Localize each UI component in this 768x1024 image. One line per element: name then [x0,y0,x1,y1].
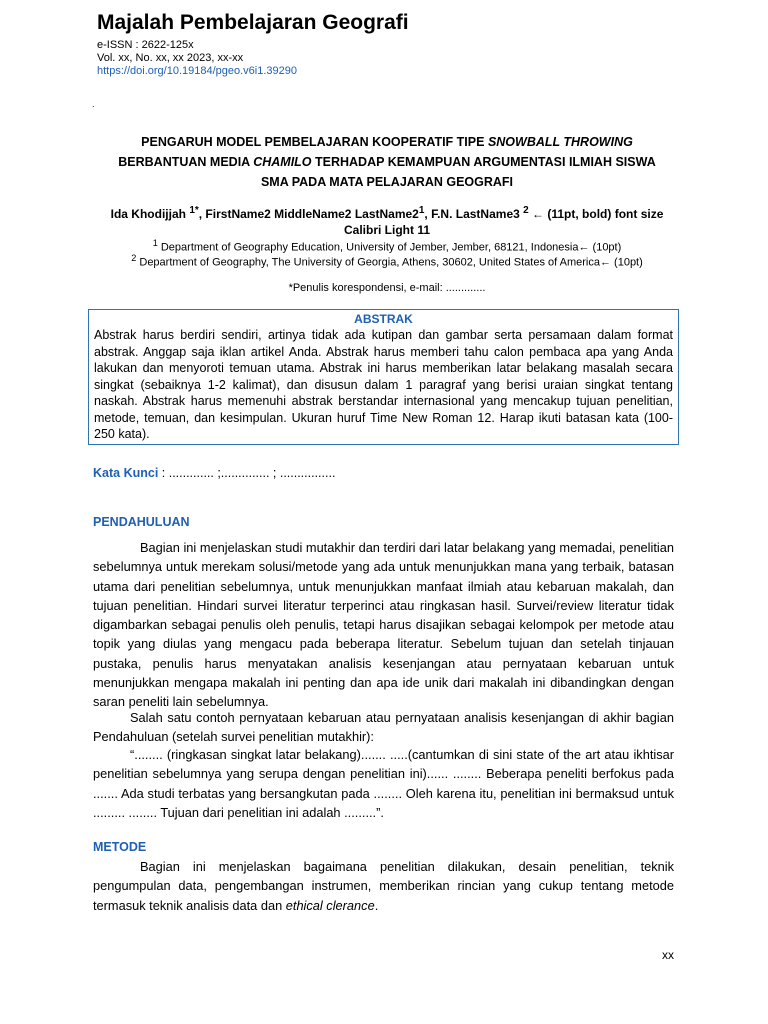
affiliation-2-text: Department of Geography, The University of Georgia, Athens, 30602, United States of America← (10pt) [136,256,643,269]
pendahuluan-paragraph-1: Bagian ini menjelaskan studi mutakhir dan terdiri dari latar belakang yang memadai, penelitian sebelumnya untuk merekam solusi/metode yang ada untuk menunjukkan mana yang terbaik, batasan utama dari penelitian sebelumnya, untuk menunjukkan manfaat ilmiah atau kebaruan makalah, dan tujuan penelitian. Hindari survei literatur terperinci atau ringkasan hasil. Survei/review literatur tidak digambarkan sebagai penulis oleh penulis, tetapi harus disajikan sebagai kelompok per metode atau topik yang diulas yang mengacu pada beberapa literatur. Sebelum tujuan dan setelah tinjauan pustaka, penulis harus menyatakan analisis kesenjangan atau pernyataan kebaruan untuk menunjukkan mengapa makalah ini penting dan apa ide unik dari makalah ini dibandingkan dengan saran peneliti lain sebelumnya. [93,540,674,710]
affiliation-2 [92,251,682,271]
title-line-3: SMA PADA MATA PELAJARAN GEOGRAFI [260,175,514,189]
keywords-value: : ............. ;.............. ; ................ [158,466,336,480]
affiliation-1-sup: 1 [152,238,158,248]
authors [92,203,682,238]
author-3: , F.N. LastName3 [424,207,520,221]
stray-dot: . [92,99,95,109]
section-heading-metode: METODE [93,840,147,854]
author-2-sup: 1 [418,205,425,216]
section-heading-pendahuluan: PENDAHULUAN [93,515,190,529]
metode-emphasis: ethical clerance [285,897,375,913]
author-3-sup: 2 [523,205,529,216]
metode-paragraph-1 [93,857,674,915]
author-note: ← (11pt, bold) font size [528,207,664,221]
author-font-note: Calibri Light 11 [343,223,430,237]
article-title [92,132,682,192]
metode-text: Bagian ini menjelaskan bagaimana penelitian dilakukan, desain penelitian, teknik pengumpulan data, pengembangan instrumen, memberikan rincian yang cukup tentang metode termasuk teknik analisis data dan [93,859,674,913]
pendahuluan-paragraph-3: “........ (ringkasan singkat latar belakang)....... .....(cantumkan di sini state of the art atau ikhtisar penelitian sebelumnya yang serupa dengan penelitian ini)...... ........ Beberapa peneliti berfokus pada ....... Ada studi terbatas yang bersangkutan pada ........ Oleh karena itu, penelitian ini bermaksud untuk ......... ........ Tujuan dari penelitian ini adalah .........”. [93,747,674,820]
title-line-2c: TERHADAP KEMAMPUAN ARGUMENTASI ILMIAH SISWA [311,155,656,169]
metode-end: . [374,897,379,913]
abstract-text: Abstrak harus berdiri sendiri, artinya tidak ada kutipan dan gambar serta persamaan dalam format abstrak. Anggap saja iklan artikel Anda. Abstrak harus memberi tahu calon pembaca apa yang Anda lakukan dan menyoroti temuan utama. Abstrak ini harus memberikan latar belakang masalah secara singkat (sebaiknya 1-2 kalimat), dan disusun dalam 1 paragraf yang berisi uraian singkat tentang naskah. Abstrak harus memenuhi abstrak berstandar internasional yang mencakup tujuan penelitian, metode, temuan, dan kesimpulan. Ukuran huruf Time New Roman 12. Harap ikuti batasan kata (100-250 kata). [94,328,673,441]
journal-eissn: e-ISSN : 2622-125x [97,39,194,51]
author-1-sup: 1* [189,205,199,216]
page-number: xx [662,948,674,962]
pendahuluan-paragraph-2: Salah satu contoh pernyataan kebaruan atau pernyataan analisis kesenjangan di akhir bagian Pendahuluan (setelah survei penelitian mutakhir): [93,710,674,745]
abstract-box [88,309,679,445]
author-1: Ida Khodijjah [110,207,186,221]
affiliation-1-text: Department of Geography Education, University of Jember, Jember, 68121, Indonesia← (10pt) [157,241,622,254]
keywords [93,466,335,480]
title-line-1b: SNOWBALL THROWING [487,135,633,149]
affiliation-2-sup: 2 [131,253,137,263]
title-line-2a: BERBANTUAN MEDIA [118,155,254,169]
keywords-label: Kata Kunci [93,466,159,480]
journal-title: Majalah Pembelajaran Geografi [97,11,409,34]
corresponding-author: *Penulis korespondensi, e-mail: ............. [288,282,486,294]
doi-link[interactable]: https://doi.org/10.19184/pgeo.v6i1.39290 [97,65,297,77]
title-line-2b: CHAMILO [253,155,312,169]
abstract-heading: ABSTRAK [354,312,413,326]
title-line-1a: PENGARUH MODEL PEMBELAJARAN KOOPERATIF TIPE [141,135,488,149]
journal-volume: Vol. xx, No. xx, xx 2023, xx-xx [97,52,244,64]
author-2: , FirstName2 MiddleName2 LastName2 [198,207,419,221]
